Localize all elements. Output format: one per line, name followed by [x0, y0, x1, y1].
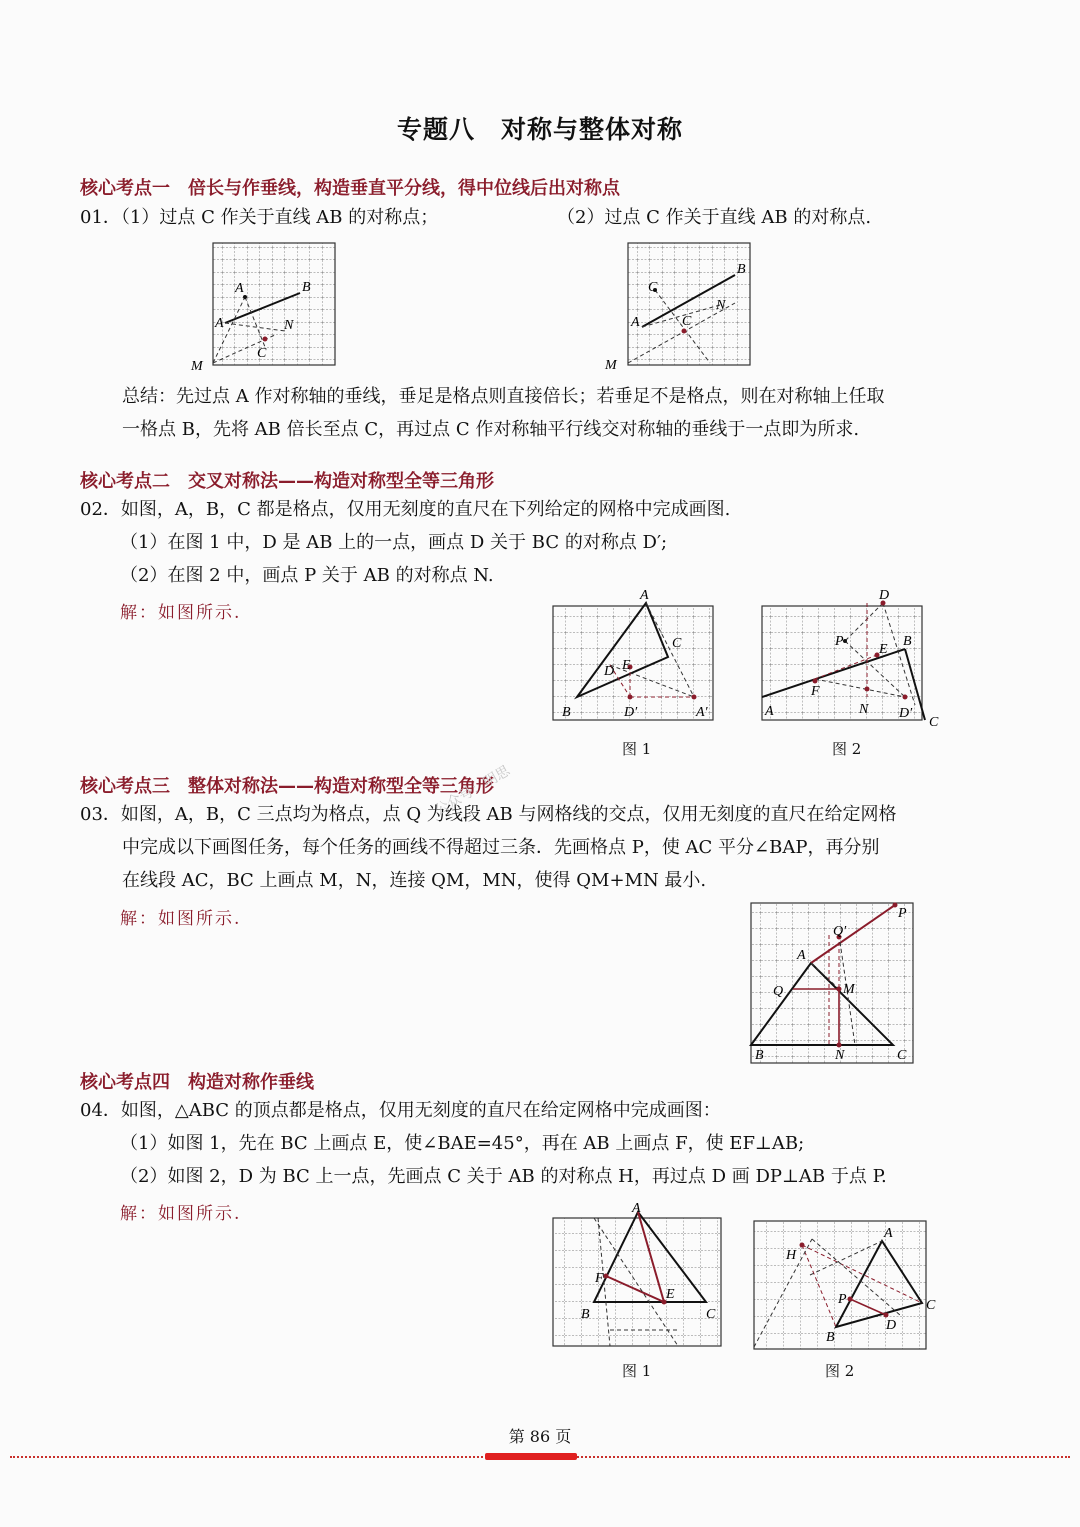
label-C: A: [235, 281, 244, 296]
q01-part2: （2）过点 C 作关于直线 AB 的对称点.: [557, 207, 872, 228]
label-P: P: [838, 1292, 847, 1307]
label-B: B: [755, 1048, 764, 1063]
label-E: E: [666, 1287, 675, 1302]
q04-fig1-caption: 图 1: [622, 1362, 652, 1380]
label-E: E: [879, 642, 888, 657]
label-D: D: [604, 664, 615, 679]
label-A: A: [884, 1226, 893, 1241]
label-Q: Q: [773, 984, 784, 999]
label-M: M: [843, 982, 855, 997]
label-P: P: [898, 906, 907, 921]
label-A: A: [765, 704, 774, 719]
section-heading-3: 核心考点三 整体对称法——构造对称型全等三角形: [80, 776, 494, 797]
label-D: D: [879, 588, 890, 603]
label-D-prime: D′: [624, 705, 638, 720]
q04-answer: 解：如图所示.: [120, 1204, 242, 1224]
q02-answer: 解：如图所示.: [120, 603, 242, 623]
q02-fig2-caption: 图 2: [832, 740, 862, 758]
label-P: P: [835, 634, 844, 649]
figure-q02-2: [755, 585, 950, 730]
label-A: A: [215, 316, 224, 331]
label-N: N: [835, 1048, 845, 1063]
label-B: B: [302, 280, 311, 295]
label-Q-prime: Q′: [833, 924, 847, 939]
label-M: M: [605, 358, 617, 373]
label-D-prime: D′: [899, 706, 913, 721]
watermark: 公众号：明思: [432, 762, 513, 819]
label-A: A: [631, 315, 640, 330]
label-D: D: [886, 1318, 897, 1333]
q02-line2: （1）在图 1 中，D 是 AB 上的一点，画点 D 关于 BC 的对称点 D′;: [120, 532, 668, 553]
q04-line3: （2）如图 2，D 为 BC 上一点，先画点 C 关于 AB 的对称点 H，再过点 D 画 DP⊥AB 于点 P.: [120, 1166, 887, 1187]
q02-line3: （2）在图 2 中，画点 P 关于 AB 的对称点 N.: [120, 565, 494, 586]
label-B: B: [562, 705, 571, 720]
label-B: B: [737, 262, 746, 277]
q04-line1: 04．如图，△ABC 的顶点都是格点，仅用无刻度的直尺在给定网格中完成画图：: [80, 1100, 721, 1121]
page-title: 专题八 对称与整体对称: [396, 115, 683, 144]
q01-part1: 01．（1）过点 C 作关于直线 AB 的对称点；: [80, 207, 439, 228]
q03-line2: 中完成以下画图任务，每个任务的画线不得超过三条．先画格点 P，使 AC 平分∠BAP，再分别: [122, 837, 880, 858]
q03-line3: 在线段 AC，BC 上画点 M，N，连接 QM，MN，使得 QM+MN 最小.: [122, 870, 707, 891]
label-A: A: [632, 1201, 641, 1216]
q01-summary-1: 总结：先过点 A 作对称轴的垂线，垂足是格点则直接倍长；若垂足不是格点，则在对称轴上任取: [122, 386, 885, 407]
label-M: M: [191, 359, 203, 374]
label-A: A: [640, 588, 649, 603]
section-heading-4: 核心考点四 构造对称作垂线: [80, 1072, 314, 1093]
figure-q04-1: [548, 1200, 728, 1355]
label-F: F: [595, 1271, 604, 1286]
label-A: A: [797, 948, 806, 963]
label-C-prime: C: [257, 346, 267, 361]
label-F: F: [811, 684, 820, 699]
label-H: H: [786, 1248, 797, 1263]
q01-summary-2: 一格点 B，先将 AB 倍长至点 C，再过点 C 作对称轴平行线交对称轴的垂线于一点即为所求.: [122, 419, 860, 440]
label-C: C: [706, 1307, 716, 1322]
label-B: B: [903, 634, 912, 649]
figure-q01-1: [185, 235, 345, 375]
label-E: E: [622, 658, 631, 673]
label-C: C: [648, 280, 658, 295]
figure-q01-2: [600, 235, 760, 375]
label-N: N: [284, 318, 294, 333]
footer-bar: [485, 1453, 577, 1460]
label-C: C: [672, 636, 682, 651]
label-N: N: [716, 298, 726, 313]
label-C: C: [929, 715, 939, 730]
label-B: B: [581, 1307, 590, 1322]
section-heading-2: 核心考点二 交叉对称法——构造对称型全等三角形: [80, 471, 494, 492]
label-C: C: [897, 1048, 907, 1063]
figure-q03: [745, 897, 920, 1067]
label-N: N: [859, 702, 869, 717]
label-C-prime: C: [682, 314, 692, 329]
q03-answer: 解：如图所示.: [120, 909, 242, 929]
page-number: 第 86 页: [508, 1427, 572, 1446]
q04-line2: （1）如图 1，先在 BC 上画点 E，使∠BAE=45°，再在 AB 上画点 F，使 EF⊥AB;: [120, 1133, 805, 1154]
label-C: C: [926, 1298, 936, 1313]
q04-fig2-caption: 图 2: [825, 1362, 855, 1380]
label-B: B: [826, 1330, 835, 1345]
figure-q04-2: [750, 1215, 945, 1355]
figure-q02-1: [550, 585, 720, 730]
q02-fig1-caption: 图 1: [622, 740, 652, 758]
label-A-prime: A′: [696, 705, 708, 720]
q02-line1: 02．如图，A，B，C 都是格点，仅用无刻度的直尺在下列给定的网格中完成画图.: [80, 499, 731, 520]
section-heading-1: 核心考点一 倍长与作垂线，构造垂直平分线，得中位线后出对称点: [80, 178, 620, 199]
q03-line1: 03．如图，A，B，C 三点均为格点，点 Q 为线段 AB 与网格线的交点，仅用无刻度的直尺在给定网格: [80, 804, 897, 825]
